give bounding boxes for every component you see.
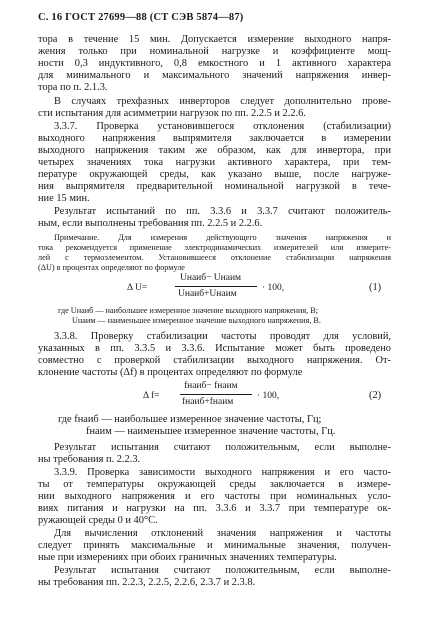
- text-line: следует принять максимальные и минимальные значения, получен-: [38, 540, 391, 551]
- text-line: ны требования п. 2.2.3.: [38, 454, 141, 465]
- text-line: для минимального и максимального значений напряжения инвер-: [38, 70, 391, 81]
- text-line: сти испытания для асимметрии нагрузок по пп. 2.2.5 и 2.2.6.: [38, 108, 306, 119]
- text-line: четырех значениях тока нагрузки активного характера, при тем-: [38, 157, 391, 168]
- text-line: В случаях трехфазных инверторов следует дополнительно прове-: [54, 96, 391, 107]
- fraction-bar: [180, 394, 252, 395]
- formula-lhs: Δ U=: [127, 283, 148, 293]
- text-line: Результат испытания считают положительным, если выполне-: [54, 442, 391, 453]
- text-line: ности 0,3 индуктивного, 0,8 емкостного и 1 активного характера: [38, 58, 391, 69]
- text-line: 3.3.7. Проверка установившегося отклонения (стабилизации): [54, 121, 391, 132]
- definition-line: где fнаиб — наибольшее измеренное значение частоты, Гц;: [58, 414, 322, 425]
- text-line: жения только при номинальной нагрузке и коэффициенте мощ-: [38, 46, 391, 57]
- text-line: ния выпрямителя предварительной номинальной нагрузкой в тече-: [38, 181, 391, 192]
- text-line: выходного напряжения таким же образом, как для инвертора, при: [38, 145, 391, 156]
- formula-multiplier: · 100,: [262, 283, 285, 293]
- note-line: лей с термоэлементом. Установившееся отклонение стабилизации напряжения: [38, 253, 391, 262]
- text-line: клонение частоты (Δf) в процентах определяют по формуле: [38, 367, 303, 378]
- text-line: ты от температуры окружающей среды заключается в измере-: [38, 479, 391, 490]
- equation-number: (1): [369, 282, 382, 293]
- formula-numerator: fнаиб− fнаим: [184, 381, 238, 391]
- text-line: тора по п. 2.1.3.: [38, 82, 108, 93]
- note-line: Примечание. Для измерения действующего значения напряжения и: [54, 233, 391, 242]
- text-line: нии выходного напряжения и его частоты при номинальных усло-: [38, 491, 391, 502]
- text-line: выходного напряжения выпрямителя заключается в измерении: [38, 133, 391, 144]
- definition-line: Uнаим — наименьшее измеренное значение выходного напряжения, В.: [72, 316, 321, 325]
- page-header: С. 16 ГОСТ 27699—88 (СТ СЭВ 5874—87): [38, 12, 244, 23]
- text-line: указанных в пп. 3.3.5 и 3.3.6. Испытание может быть проведено: [38, 343, 391, 354]
- text-line: ны требования пп. 2.2.3, 2.2.5, 2.2.6, 2.3.7 и 2.3.8.: [38, 577, 256, 588]
- fraction-bar: [175, 286, 257, 287]
- note-line: тока рекомендуется применение электродинамических измерителей или измерите-: [38, 243, 391, 252]
- note-line: (ΔU) в процентах определяют по формуле: [38, 263, 185, 272]
- text-line: ружающей среды 0 и 40°С.: [38, 515, 158, 526]
- formula-lhs: Δ f=: [143, 391, 160, 401]
- text-line: виях питания и нагрузки на пп. 3.3.6 и 3.3.7 при температуре ок-: [38, 503, 391, 514]
- text-line: совместно с проверкой стабилизации выходного напряжения. От-: [38, 355, 391, 366]
- text-line: Для вычисления отклонений значения напряжения и частоты: [54, 528, 391, 539]
- text-line: Результат испытаний по пп. 3.3.6 и 3.3.7 считают положитель-: [54, 206, 391, 217]
- text-line: 3.3.9. Проверка зависимости выходного напряжения и его часто-: [54, 467, 391, 478]
- text-line: ным, если выполнены требования пп. 2.2.5 и 2.2.6.: [38, 218, 263, 229]
- definition-line: fнаим — наименьшее измеренное значение частоты, Гц.: [86, 426, 336, 437]
- text-line: пературе окружающей среды, как указано выше, после нагруже-: [38, 169, 391, 180]
- formula-denominator: fнаиб+fнаим: [182, 397, 234, 407]
- formula-denominator: Uнаиб+Uнаим: [178, 289, 237, 299]
- text-line: ные при измерениях при обоих граничных значениях температуры.: [38, 552, 337, 563]
- formula-numerator: Uнаиб− Uнаим: [180, 273, 242, 283]
- definition-line: где Uнаиб — наибольшее измеренное значение выходного напряжения, В;: [58, 306, 318, 315]
- text-line: ние 15 мин.: [38, 193, 90, 204]
- formula-multiplier: · 100,: [257, 391, 280, 401]
- equation-number: (2): [369, 390, 382, 401]
- text-line: 3.3.8. Проверку стабилизации частоты проводят для условий,: [54, 331, 391, 342]
- text-line: тора в течение 15 мин. Допускается измерение выходного напря-: [38, 34, 391, 45]
- text-line: Результат испытания считают положительным, если выполне-: [54, 565, 391, 576]
